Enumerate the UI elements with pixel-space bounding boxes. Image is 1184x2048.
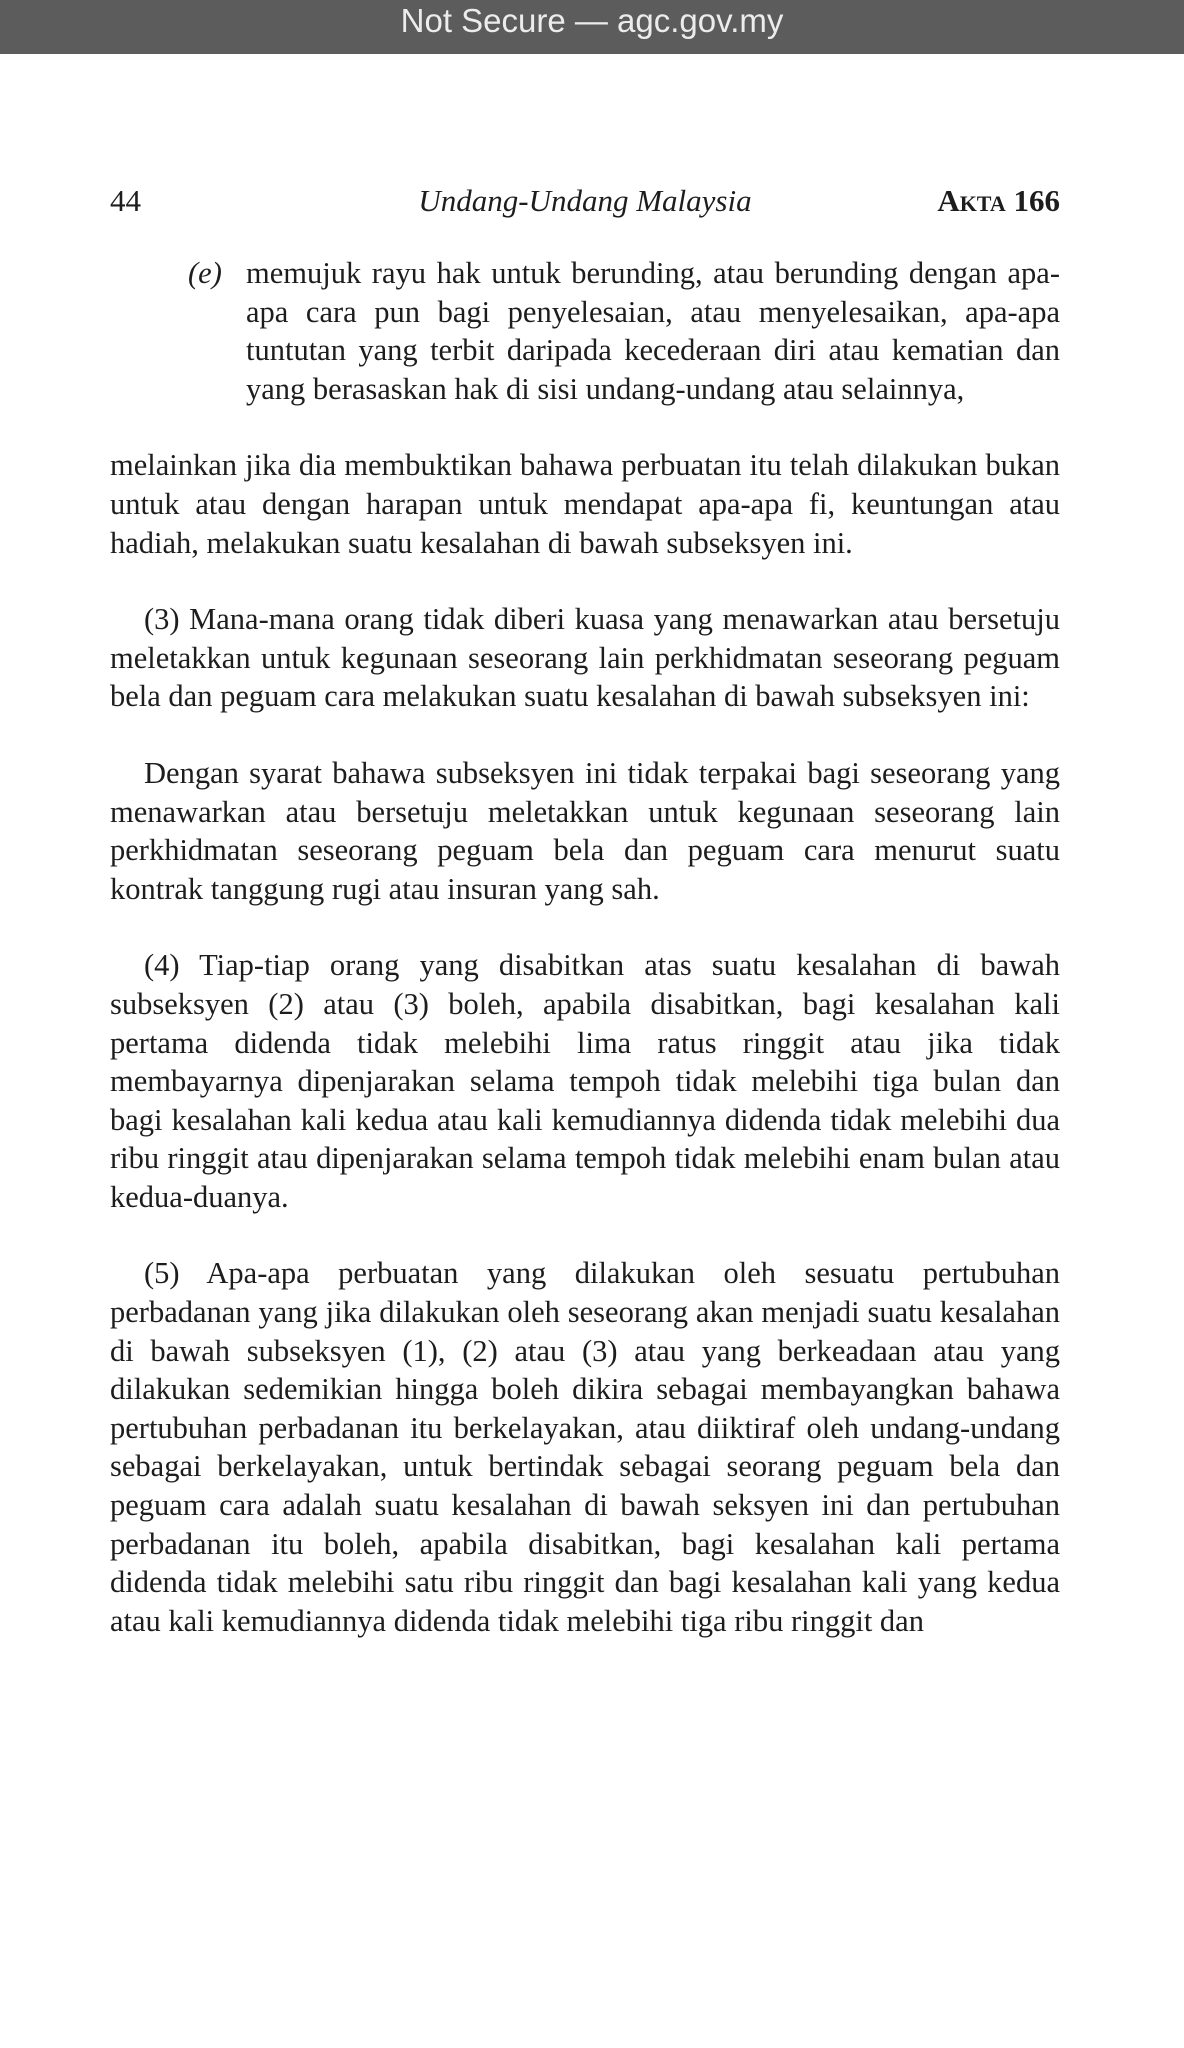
book-title: Undang-Undang Malaysia <box>418 183 752 218</box>
subsection-5: (5) Apa-apa perbuatan yang dilakukan oleh sesuatu pertubuhan perbadanan yang jika dilakukan oleh seseorang akan menjadi suatu kesalahan di bawah subseksyen (1), (2) atau (3) atau yang berkeadaan atau yang dilakukan sedemikian hingga boleh dikira sebagai membayangkan bahawa pertubuhan perbadanan itu berkelayakan, atau diiktiraf oleh undang-undang sebagai berkelayakan, untuk bertindak sebagai seorang peguam bela dan peguam cara adalah suatu kesalahan di bawah seksyen ini dan pertubuhan perbadanan itu boleh, apabila disabitkan, bagi kesalahan kali pertama didenda tidak melebihi satu ribu ringgit dan bagi kesalahan kali yang kedua atau kali kemudiannya didenda tidak melebihi tiga ribu ringgit dan <box>110 1256 1060 1638</box>
address-bar-text: Not Secure — agc.gov.my <box>400 2 784 39</box>
subsection-4: (4) Tiap-tiap orang yang disabitkan atas suatu kesalahan di bawah subseksyen (2) atau (3) boleh, apabila disabitkan, bagi kesalahan kali pertama didenda tidak melebihi lima ratus ringgit atau jika tidak membayarnya dipenjarakan selama tempoh tidak melebihi tiga bulan dan bagi kesalahan kali kedua atau kali kemudiannya didenda tidak melebihi dua ribu ringgit atau dipenjarakan selama tempoh tidak melebihi enam bulan atau kedua-duanya. <box>110 948 1060 1214</box>
document-body <box>110 254 1060 1640</box>
proviso-paragraph: Dengan syarat bahawa subseksyen ini tidak terpakai bagi seseorang yang menawarkan atau bersetuju meletakkan untuk kegunaan seseorang lain perkhidmatan seseorang peguam bela dan peguam cara menurut suatu kontrak tanggung rugi atau insuran yang sah. <box>110 755 1060 906</box>
clause-e <box>110 254 1060 408</box>
browser-address-bar[interactable] <box>0 0 1184 54</box>
clause-e-text: memujuk rayu hak untuk berunding, atau berunding dengan apa-apa cara pun bagi penyelesaian, atau menyelesaikan, apa-apa tuntutan yang terbit daripada kecederaan diri atau kematian dan yang berasaskan hak di sisi undang-undang atau selainnya, <box>246 256 1060 406</box>
act-label: Akta 166 <box>937 183 1060 218</box>
page-number: 44 <box>110 183 141 218</box>
unless-paragraph: melainkan jika dia membuktikan bahawa perbuatan itu telah dilakukan bukan untuk atau dengan harapan untuk mendapat apa-apa fi, keuntungan atau hadiah, melakukan suatu kesalahan di bawah subseksyen ini. <box>110 448 1060 560</box>
subsection-3: (3) Mana-mana orang tidak diberi kuasa yang menawarkan atau bersetuju meletakkan untuk kegunaan seseorang lain perkhidmatan seseorang peguam bela dan peguam cara melakukan suatu kesalahan di bawah subseksyen ini: <box>110 602 1060 714</box>
clause-label: (e) <box>188 256 222 290</box>
page-header <box>110 183 1060 227</box>
document-page <box>0 54 1184 2048</box>
